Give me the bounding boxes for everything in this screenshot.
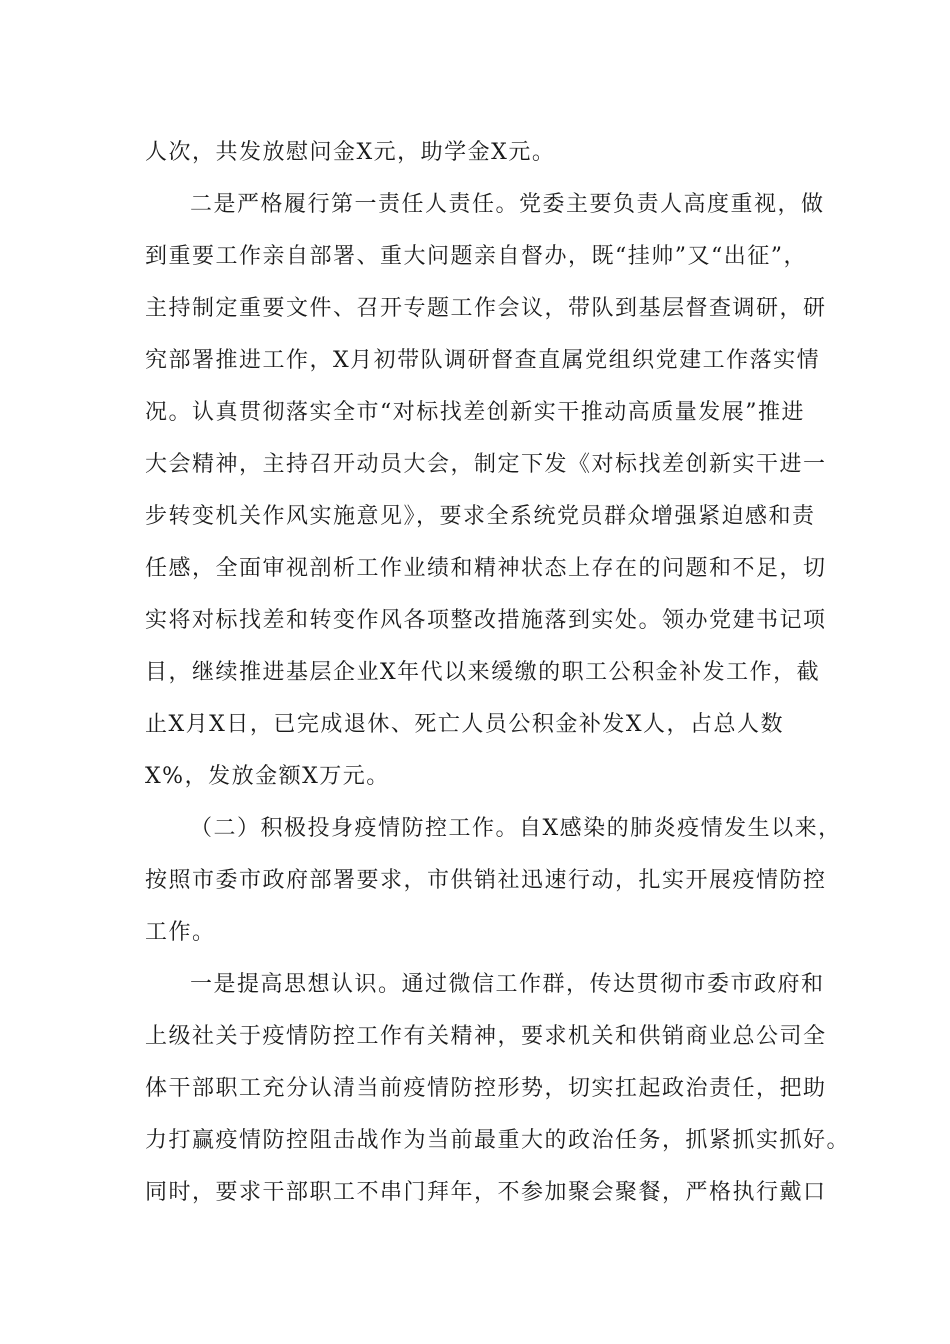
text-line: 工作。 <box>145 920 216 945</box>
text-line: 任感，全面审视剖析工作业绩和精神状态上存在的问题和不足，切 <box>145 556 827 581</box>
text-line: 二是严格履行第一责任人责任。党委主要负责人高度重视，做 <box>190 192 825 217</box>
text-line: 主持制定重要文件、召开专题工作会议，带队到基层督查调研，研 <box>145 296 827 321</box>
text-line: 上级社关于疫情防控工作有关精神，要求机关和供销商业总公司全 <box>145 1024 827 1049</box>
text-line: X%，发放金额X万元。 <box>145 764 390 789</box>
text-line: 一是提高思想认识。通过微信工作群，传达贯彻市委市政府和 <box>190 972 825 997</box>
text-line: 步转变机关作风实施意见》，要求全系统党员群众增强紧迫感和责 <box>145 504 816 529</box>
text-line: 止X月X日，已完成退休、死亡人员公积金补发X人，占总人数 <box>145 712 784 737</box>
text-line: 按照市委市政府部署要求，市供销社迅速行动，扎实开展疫情防控 <box>145 868 827 893</box>
text-line: 究部署推进工作，X月初带队调研督查直属党组织党建工作落实情 <box>145 348 821 373</box>
text-line: （二）积极投身疫情防控工作。自X感染的肺炎疫情发生以来， <box>190 816 842 841</box>
text-line: 同时，要求干部职工不串门拜年，不参加聚会聚餐，严格执行戴口 <box>145 1180 827 1205</box>
text-line: 体干部职工充分认清当前疫情防控形势，切实扛起政治责任，把助 <box>145 1076 827 1101</box>
text-line: 力打赢疫情防控阻击战作为当前最重大的政治任务，抓紧抓实抓好。 <box>145 1128 851 1153</box>
text-line: 大会精神，主持召开动员大会，制定下发《对标找差创新实干进一 <box>145 452 827 477</box>
text-line: 到重要工作亲自部署、重大问题亲自督办，既“挂帅”又“出征”， <box>145 244 807 269</box>
text-line: 实将对标找差和转变作风各项整改措施落到实处。领办党建书记项 <box>145 608 827 633</box>
text-line: 人次，共发放慰问金X元，助学金X元。 <box>145 140 556 165</box>
text-line: 目，继续推进基层企业X年代以来缓缴的职工公积金补发工作，截 <box>145 660 821 685</box>
text-line: 况。认真贯彻落实全市“对标找差创新实干推动高质量发展”推进 <box>145 400 805 425</box>
